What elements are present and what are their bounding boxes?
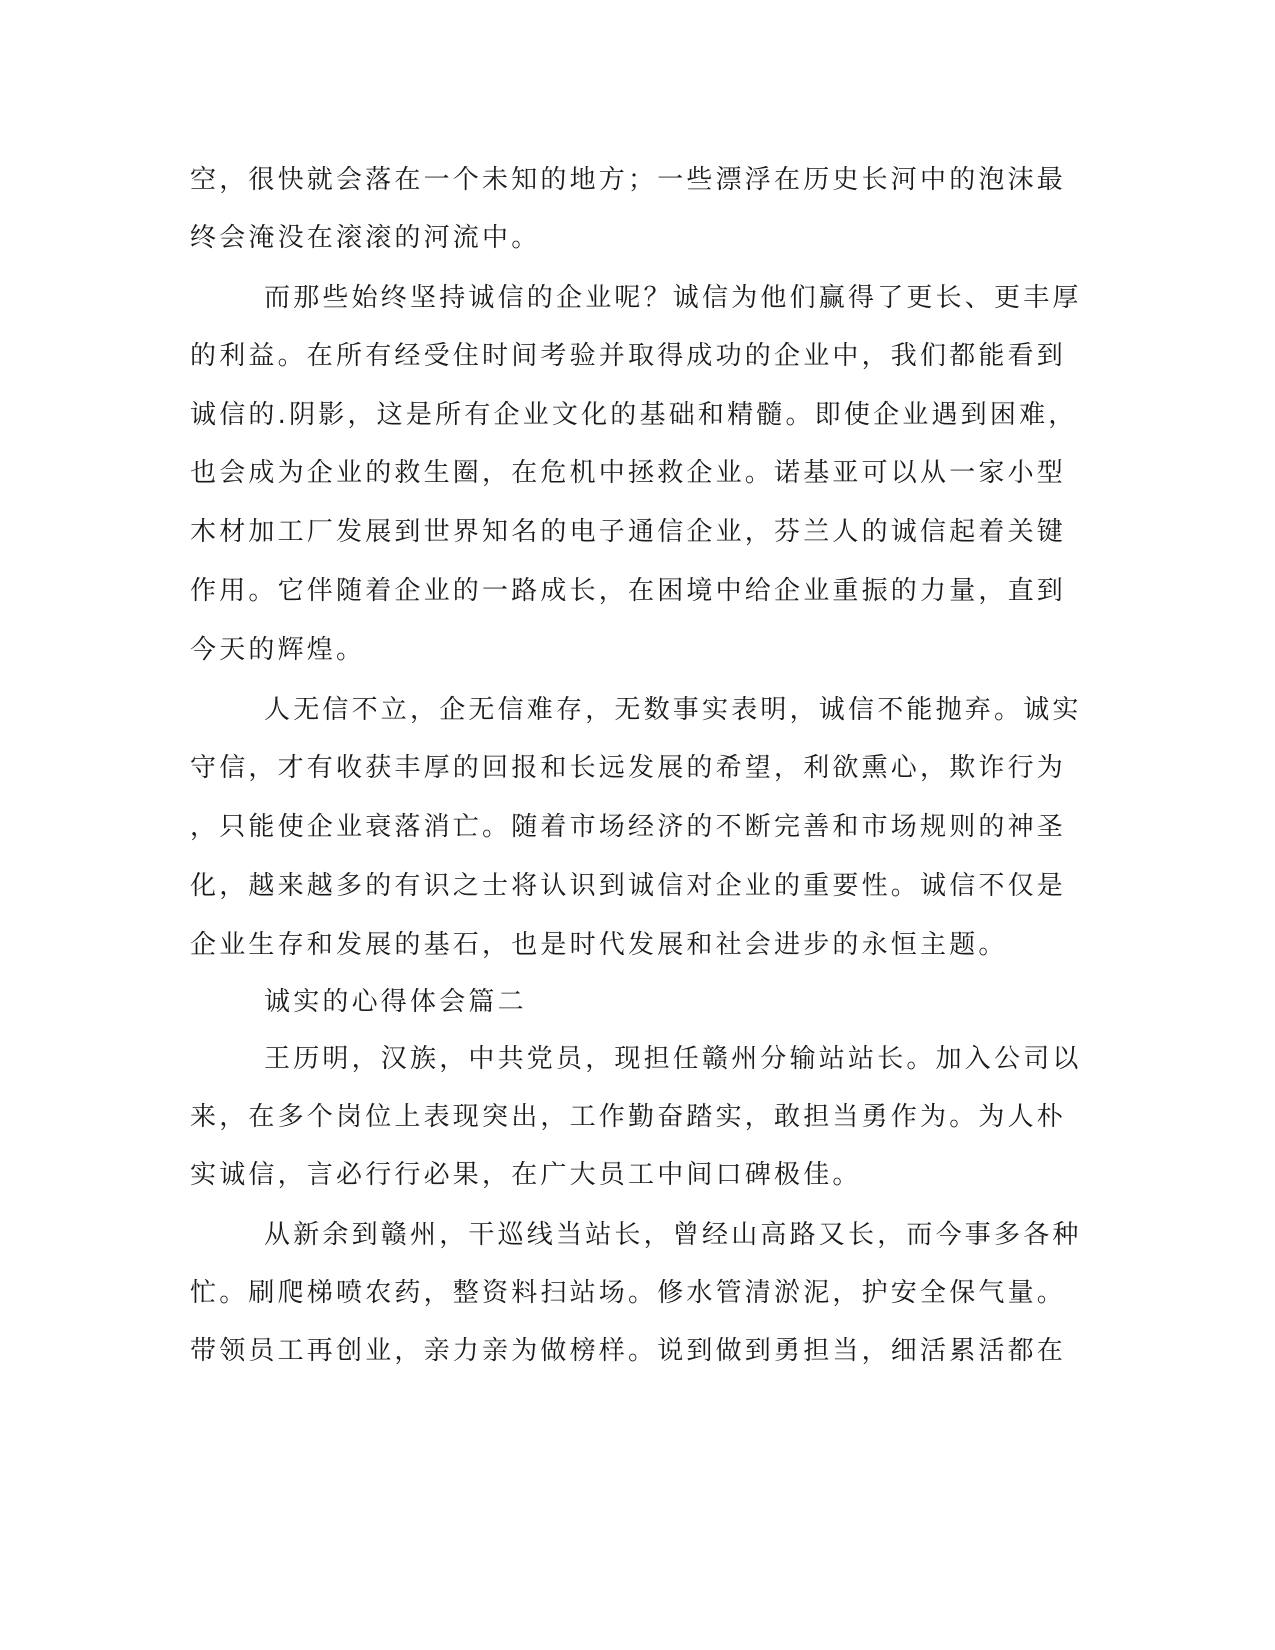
paragraph-start-line: 人无信不立，企无信难存，无数事实表明，诚信不能抛弃。诚实 [264, 695, 1082, 725]
paragraph-start-line: 而那些始终坚持诚信的企业呢？诚信为他们赢得了更长、更丰厚 [264, 283, 1082, 313]
section-heading: 诚实的心得体会篇二 [264, 987, 527, 1017]
text-line: 化，越来越多的有识之士将认识到诚信对企业的重要性。诚信不仅是 [190, 871, 1067, 901]
text-line: 今天的辉煌。 [190, 635, 366, 665]
text-line: 的利益。在所有经受住时间考验并取得成功的企业中，我们都能看到 [190, 341, 1067, 371]
paragraph-start-line: 从新余到赣州，干巡线当站长，曾经山高路又长，而今事多各种 [264, 1220, 1082, 1250]
text-line: 守信，才有收获丰厚的回报和长远发展的希望，利欲熏心，欺诈行为 [190, 753, 1067, 783]
text-line: 木材加工厂发展到世界知名的电子通信企业，芬兰人的诚信起着关键 [190, 517, 1067, 547]
paragraph-start-line: 王历明，汉族，中共党员，现担任赣州分输站站长。加入公司以 [264, 1044, 1082, 1074]
text-line: 忙。刷爬梯喷农药，整资料扫站场。修水管清淤泥，护安全保气量。 [190, 1278, 1067, 1308]
text-line: 诚信的.阴影，这是所有企业文化的基础和精髓。即使企业遇到困难， [190, 400, 1078, 430]
text-line: 带领员工再创业，亲力亲为做榜样。说到做到勇担当，细活累活都在 [190, 1336, 1067, 1366]
text-line: 也会成为企业的救生圈，在危机中拯救企业。诺基亚可以从一家小型 [190, 458, 1067, 488]
text-line: 实诚信，言必行行必果，在广大员工中间口碑极佳。 [190, 1160, 862, 1190]
text-line: 作用。它伴随着企业的一路成长，在困境中给企业重振的力量，直到 [190, 576, 1067, 606]
text-line: 空，很快就会落在一个未知的地方；一些漂浮在历史长河中的泡沫最 [190, 165, 1067, 195]
text-line: 终会淹没在滚滚的河流中。 [190, 223, 541, 253]
text-line: 企业生存和发展的基石，也是时代发展和社会进步的永恒主题。 [190, 930, 1008, 960]
text-line: ，只能使企业衰落消亡。随着市场经济的不断完善和市场规则的神圣 [190, 812, 1067, 842]
text-line: 来，在多个岗位上表现突出，工作勤奋踏实，敢担当勇作为。为人朴 [190, 1102, 1067, 1132]
